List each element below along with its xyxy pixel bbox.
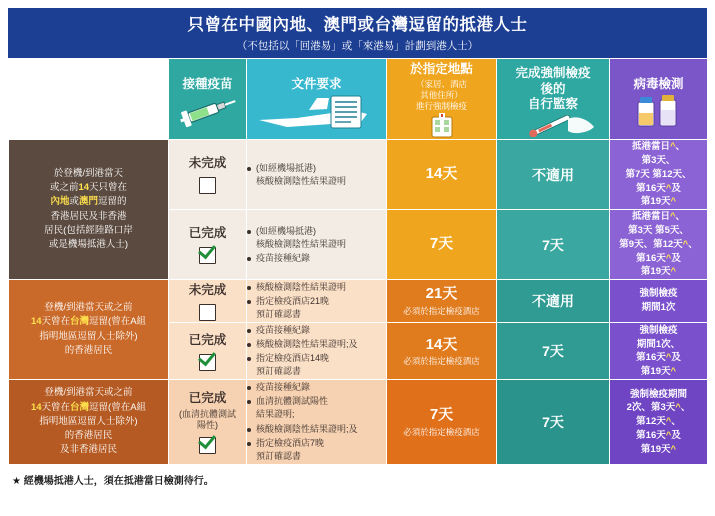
monitor-value: 不適用 <box>532 166 574 183</box>
header-cell-quarantine <box>387 59 497 140</box>
header-label-quarantine-4: 進行強制檢疫 <box>415 101 467 112</box>
document-item: 核酸檢測陰性結果證明;及 <box>247 423 386 436</box>
test-line: 期間1次 <box>641 302 676 314</box>
document-item: 疫苗接種紀錄 <box>247 381 386 394</box>
vaccine-status-label: 已完成 <box>188 226 227 241</box>
row-label-line: 或是機場抵港人士) <box>48 239 129 251</box>
checkbox-checked[interactable] <box>199 354 216 371</box>
vaccine-status-label: 未完成 <box>188 156 227 171</box>
header-label-test: 病毒檢測 <box>633 76 684 91</box>
vaccine-status-label: 未完成 <box>188 282 227 297</box>
test-line: 第16天^及 <box>636 429 681 441</box>
header-label-monitor-1: 完成強制檢疫 <box>515 65 591 80</box>
test-cell <box>610 380 708 464</box>
documents-cell <box>247 280 387 323</box>
document-item: 疫苗接種紀錄 <box>247 324 386 337</box>
test-line: 第7天 第12天、 <box>625 168 692 180</box>
page-subtitle: （不包括以「回港易」或「來港易」計劃到港人士） <box>236 39 479 52</box>
test-line: 期間1次、 <box>636 338 681 350</box>
header-cell-vaccine <box>169 59 247 140</box>
row-label-line: 登機/到港當天或之前 <box>44 387 133 399</box>
vaccine-status-cell <box>169 280 247 323</box>
quarantine-cell <box>387 140 497 210</box>
row-label-group-b <box>9 280 169 380</box>
document-item: 疫苗接種紀錄 <box>247 252 386 265</box>
hotel-icon <box>387 113 496 139</box>
quarantine-cell <box>387 210 497 280</box>
test-line: 第19天^ <box>640 366 677 378</box>
test-line: 抵港當日^、 <box>631 141 686 153</box>
monitor-cell <box>497 323 610 380</box>
row-label-line: 香港居民及非香港 <box>50 210 127 222</box>
test-line: 抵港當日^、 <box>631 211 686 223</box>
header-label-vaccine: 接種疫苗 <box>182 76 233 91</box>
row-label-line: 於登機/到港當天 <box>53 167 124 179</box>
monitor-cell <box>497 140 610 210</box>
header-label-documents: 文件要求 <box>291 76 342 91</box>
quarantine-note: 必須於指定檢疫酒店 <box>403 356 480 367</box>
table-row <box>9 140 708 210</box>
row-label-line: 居民(包括經陸路口岸 <box>44 224 133 236</box>
vaccine-status-label: 已完成 <box>188 390 227 405</box>
page-title: 只曾在中國內地、澳門或台灣逗留的抵港人士 <box>187 16 528 34</box>
page-header <box>8 8 707 58</box>
test-line: 第19天^ <box>640 266 677 278</box>
checkbox-unchecked[interactable] <box>199 304 216 321</box>
test-line: 第16天^及 <box>636 252 681 264</box>
row-label-line: 指明地區逗留人士除外) <box>39 415 138 427</box>
row-label-line: 的香港居民 <box>64 344 113 356</box>
row-label-line: 14天曾在台灣逗留(曾在A組 <box>30 401 147 413</box>
test-line: 強制檢疫 <box>639 288 678 300</box>
row-label-group-c <box>9 380 169 464</box>
quarantine-cell <box>387 280 497 323</box>
row-label-group-a <box>9 140 169 280</box>
test-line: 第19天^ <box>640 443 677 455</box>
test-line: 強制檢疫期間 <box>629 388 687 400</box>
header-label-quarantine-3: 其他住所） <box>420 90 463 101</box>
test-line: 第16天^及 <box>636 182 681 194</box>
vaccine-status-cell <box>169 323 247 380</box>
test-cell <box>610 140 708 210</box>
documents-cell <box>247 210 387 280</box>
documents-cell <box>247 380 387 464</box>
quarantine-cell <box>387 323 497 380</box>
monitor-value: 7天 <box>542 343 564 360</box>
header-label-quarantine-2: （家居、酒店 <box>415 78 467 89</box>
test-cell <box>610 280 708 323</box>
row-label-line: 及非香港居民 <box>59 444 117 456</box>
row-label-line: 登機/到港當天或之前 <box>44 302 133 314</box>
requirements-table <box>8 58 708 464</box>
documents-cell <box>247 140 387 210</box>
checkbox-checked[interactable] <box>199 437 216 454</box>
quarantine-days: 14天 <box>425 335 458 353</box>
test-line: 第3天 第5天、 <box>628 225 689 236</box>
test-line: 強制檢疫 <box>639 324 678 336</box>
test-cell <box>610 323 708 380</box>
quarantine-days: 14天 <box>425 165 458 183</box>
quarantine-cell <box>387 380 497 464</box>
monitor-value: 7天 <box>542 414 564 431</box>
vaccine-status-cell <box>169 380 247 464</box>
header-cell-monitor <box>497 59 610 140</box>
vaccine-status-label: 已完成 <box>188 332 227 347</box>
checkbox-checked[interactable] <box>199 247 216 264</box>
row-label-line: 指明地區逗留人士除外) <box>39 330 138 342</box>
monitor-cell <box>497 280 610 323</box>
document-item: 指定檢疫酒店14晚 預訂確認書 <box>247 352 386 378</box>
test-line: 第19天^ <box>640 196 677 208</box>
monitor-value: 不適用 <box>532 293 574 310</box>
thermometer-icon <box>497 115 609 137</box>
quarantine-note: 必須於指定檢疫酒店 <box>403 306 480 317</box>
quarantine-days: 21天 <box>425 285 458 303</box>
table-row <box>9 380 708 464</box>
vaccine-status-cell <box>169 140 247 210</box>
header-label-monitor-3: 自行監察 <box>527 97 578 112</box>
document-item: 指定檢疫酒店7晚 預訂確認書 <box>247 437 386 463</box>
syringe-icon <box>169 94 246 128</box>
header-cell-documents <box>247 59 387 140</box>
document-item: (如經機場抵港) 核酸檢測陰性結果證明 <box>247 162 386 188</box>
row-label-line: 或之前14天只曾在 <box>49 182 128 194</box>
document-item: 血清抗體測試陽性 結果證明; <box>247 395 386 421</box>
checkbox-unchecked[interactable] <box>199 177 216 194</box>
monitor-cell <box>497 380 610 464</box>
vaccine-status-cell <box>169 210 247 280</box>
test-line: 第12天^、 <box>636 416 681 428</box>
quarantine-days: 7天 <box>429 235 454 253</box>
document-item: 核酸檢測陰性結果證明 <box>247 281 386 294</box>
documents-cell <box>247 323 387 380</box>
test-line: 第9天、第12天^、 <box>619 238 698 250</box>
header-label-monitor-2: 後的 <box>540 81 566 96</box>
vaccine-status-note: (血清抗體測試 陽性) <box>179 408 236 431</box>
test-cell <box>610 210 708 280</box>
row-label-line: 的香港居民 <box>64 430 113 442</box>
test-line: 第3天、 <box>641 155 676 167</box>
table-header-row <box>9 59 708 140</box>
test-line: 2次、第3天^、 <box>626 402 691 414</box>
header-cell-test <box>610 59 708 140</box>
specimen-bottle-icon <box>610 94 707 128</box>
monitor-cell <box>497 210 610 280</box>
document-item: 指定檢疫酒店21晚 預訂確認書 <box>247 295 386 321</box>
test-line: 第16天^及 <box>636 352 681 364</box>
row-label-line: 14天曾在台灣逗留(曾在A組 <box>30 316 147 328</box>
header-cell-blank <box>9 59 169 140</box>
document-icon <box>247 94 386 128</box>
quarantine-days: 7天 <box>429 406 454 424</box>
table-row <box>9 280 708 323</box>
header-label-quarantine-1: 於指定地點 <box>410 62 473 77</box>
quarantine-note: 必須於指定檢疫酒店 <box>403 427 480 438</box>
row-label-line: 內地或澳門逗留的 <box>50 196 127 208</box>
document-item: 核酸檢測陰性結果證明;及 <box>247 338 386 351</box>
footnote: ★ 經機場抵港人士，須在抵港當日檢測待行。 <box>12 475 214 487</box>
monitor-value: 7天 <box>542 236 564 253</box>
document-item: (如經機場抵港) 核酸檢測陰性結果證明 <box>247 225 386 251</box>
